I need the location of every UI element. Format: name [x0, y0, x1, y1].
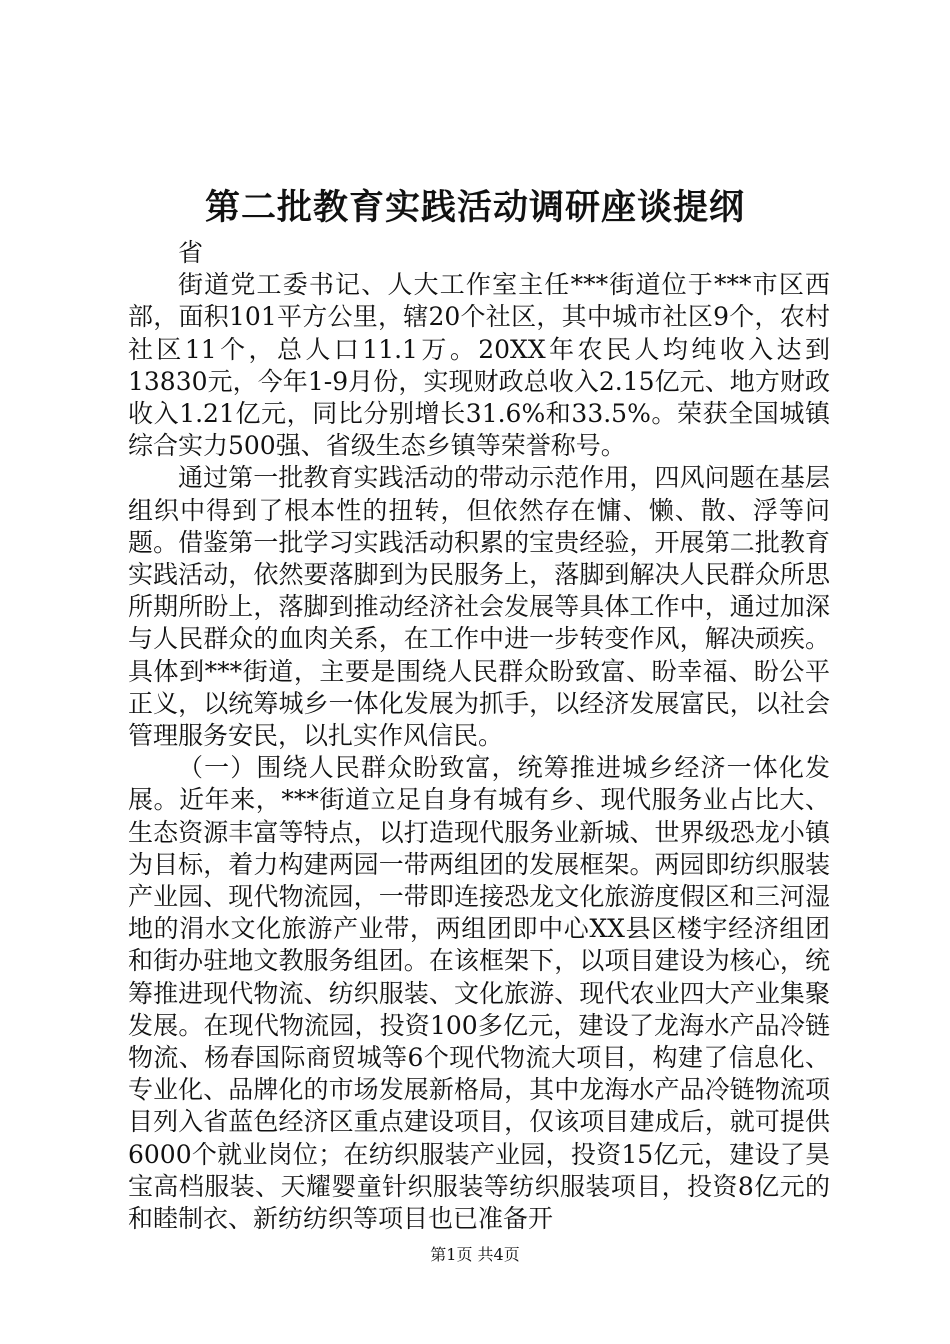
paragraph-section-one: （一）围绕人民群众盼致富，统筹推进城乡经济一体化发展。近年来，***街道立足自身有城有乡、现代服务业占比大、生态资源丰富等特点，以打造现代服务业新城、世界级恐龙小镇为目标，着力构建两园一带两组团的发展框架。两园即纺织服装产业园、现代物流园，一带即连接恐龙文化旅游度假区和三河湿地的涓水文化旅游产业带，两组团即中心XX县区楼宇经济组团和街办驻地文教服务组团。在该框架下，以项目建设为核心，统筹推进现代物流、纺织服装、文化旅游、现代农业四大产业集聚发展。在现代物流园，投资100多亿元，建设了龙海水产品冷链物流、杨春国际商贸城等6个现代物流大项目，构建了信息化、专业化、品牌化的市场发展新格局，其中龙海水产品冷链物流项目列入省蓝色经济区重点建设项目，仅该项目建成后，就可提供6000个就业岗位；在纺织服装产业园，投资15亿元，建设了昊宝高档服装、天耀婴童针织服装等纺织服装项目，投资8亿元的和睦制衣、新纺纺织等项目也已准备开	[128, 753, 830, 1234]
paragraph-province: 省	[178, 238, 204, 267]
document-title: 第二批教育实践活动调研座谈提纲	[204, 187, 745, 228]
paragraph-background: 通过第一批教育实践活动的带动示范作用，四风问题在基层组织中得到了根本性的扭转，但依然存在慵、懒、散、浮等问题。借鉴第一批学习实践活动积累的宝贵经验，开展第二批教育实践活动，依然要落脚到为民服务上，落脚到解决人民群众所思所期所盼上，落脚到推动经济社会发展等具体工作中，通过加深与人民群众的血肉关系，在工作中进一步转变作风，解决顽疾。具体到***街道，主要是围绕人民群众盼致富、盼幸福、盼公平正义，以统筹城乡一体化发展为抓手，以经济发展富民，以社会管理服务安民，以扎实作风信民。	[128, 463, 830, 751]
paragraph-overview: 街道党工委书记、人大工作室主任***街道位于***市区西部，面积101平方公里，辖20个社区，其中城市社区9个，农村社区11个，总人口11.1万。20XX年农民人均纯收入达到13830元，今年1-9月份，实现财政总收入2.15亿元、地方财政收入1.21亿元，同比分别增长31.6%和33.5%。荣获全国城镇综合实力500强、省级生态乡镇等荣誉称号。	[128, 270, 830, 461]
document-body	[128, 237, 830, 1235]
page-number-footer: 第1页 共4页	[430, 1245, 520, 1264]
